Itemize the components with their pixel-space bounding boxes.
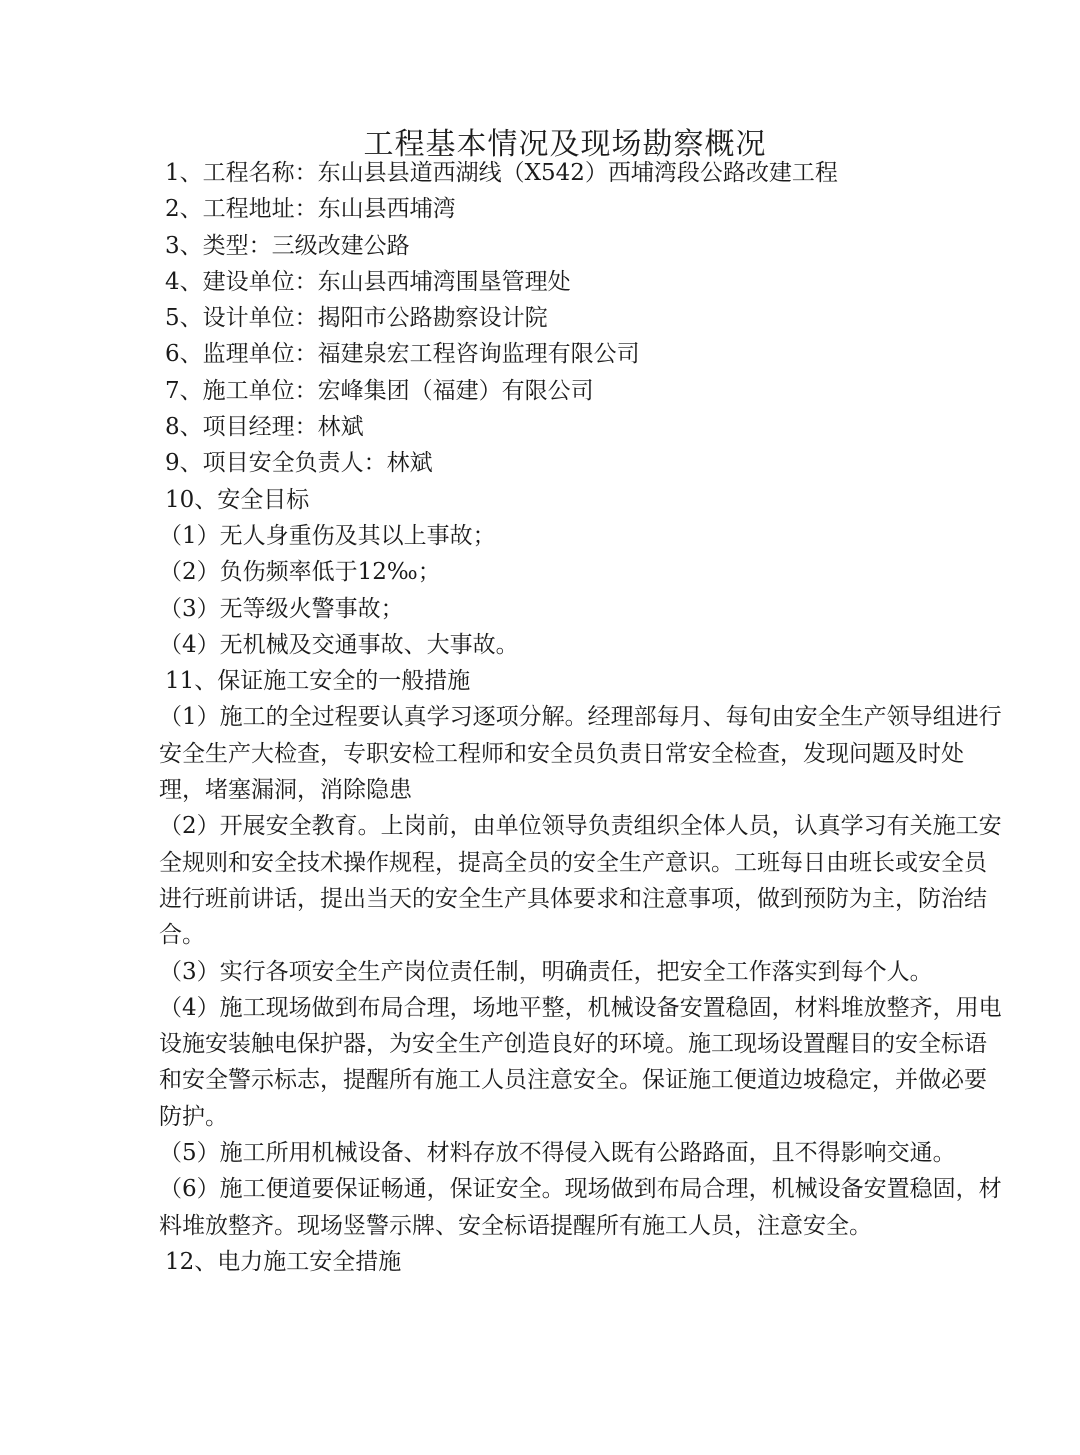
safety-goal-item: （1）无人身重伤及其以上事故； bbox=[159, 522, 496, 549]
measure-paragraph: （2）开展安全教育。上岗前，由单位领导负责组织全体人员，认真学习有关施工安全规则和安全技术操作规程，提高全员的安全生产意识。工班每日由班长或安全员进行班前讲话，提出当天的安全生产具体要求和注意事项，做到预防为主，防治结合。 bbox=[159, 813, 1002, 949]
measure-paragraph: （5）施工所用机械设备、材料存放不得侵入既有公路路面，且不得影响交通。 bbox=[159, 1140, 956, 1167]
measure-paragraph: （1）施工的全过程要认真学习逐项分解。经理部每月、每旬由安全生产领导组进行安全生产大检查，专职安检工程师和安全员负责日常安全检查，发现问题及时处理，堵塞漏洞，消除隐患 bbox=[159, 704, 1002, 804]
measure-paragraph: （4）施工现场做到布局合理，场地平整，机械设备安置稳固，材料堆放整齐，用电设施安装触电保护器，为安全生产创造良好的环境。施工现场设置醒目的安全标语和安全警示标志，提醒所有施工人员注意安全。保证施工便道边坡稳定，并做必要防护。 bbox=[159, 994, 1002, 1130]
item-project-address: 2、工程地址：东山县西埔湾 bbox=[165, 196, 456, 223]
safety-goal-item: （3）无等级火警事故； bbox=[159, 595, 404, 622]
item-project-name: 1、工程名称：东山县县道西湖线（X542）西埔湾段公路改建工程 bbox=[165, 160, 838, 186]
item-safety-officer: 9、项目安全负责人：林斌 bbox=[165, 450, 433, 477]
item-project-type: 3、类型：三级改建公路 bbox=[165, 232, 410, 259]
safety-goal-item: （2）负伤频率低于12‰； bbox=[159, 559, 441, 586]
measure-paragraph: （6）施工便道要保证畅通，保证安全。现场做到布局合理，机械设备安置稳固，材料堆放整齐。现场竖警示牌、安全标语提醒所有施工人员，注意安全。 bbox=[159, 1176, 1002, 1239]
safety-goal-item: （4）无机械及交通事故、大事故。 bbox=[159, 631, 519, 658]
item-supervision-unit: 6、监理单位：福建泉宏工程咨询监理有限公司 bbox=[165, 341, 640, 368]
document-body bbox=[159, 155, 1005, 1280]
measure-paragraph: （3）实行各项安全生产岗位责任制，明确责任，把安全工作落实到每个人。 bbox=[159, 958, 933, 985]
section-safety-goals: 10、安全目标 bbox=[165, 486, 310, 513]
section-general-measures: 11、保证施工安全的一般措施 bbox=[165, 668, 471, 695]
item-contractor: 7、施工单位：宏峰集团（福建）有限公司 bbox=[165, 377, 594, 404]
section-electrical-safety: 12、电力施工安全措施 bbox=[165, 1248, 402, 1275]
item-design-unit: 5、设计单位：揭阳市公路勘察设计院 bbox=[165, 305, 548, 332]
item-project-manager: 8、项目经理：林斌 bbox=[165, 414, 364, 441]
document-title: 工程基本情况及现场勘察概况 bbox=[363, 127, 767, 163]
item-construction-unit: 4、建设单位：东山县西埔湾围垦管理处 bbox=[165, 268, 571, 295]
